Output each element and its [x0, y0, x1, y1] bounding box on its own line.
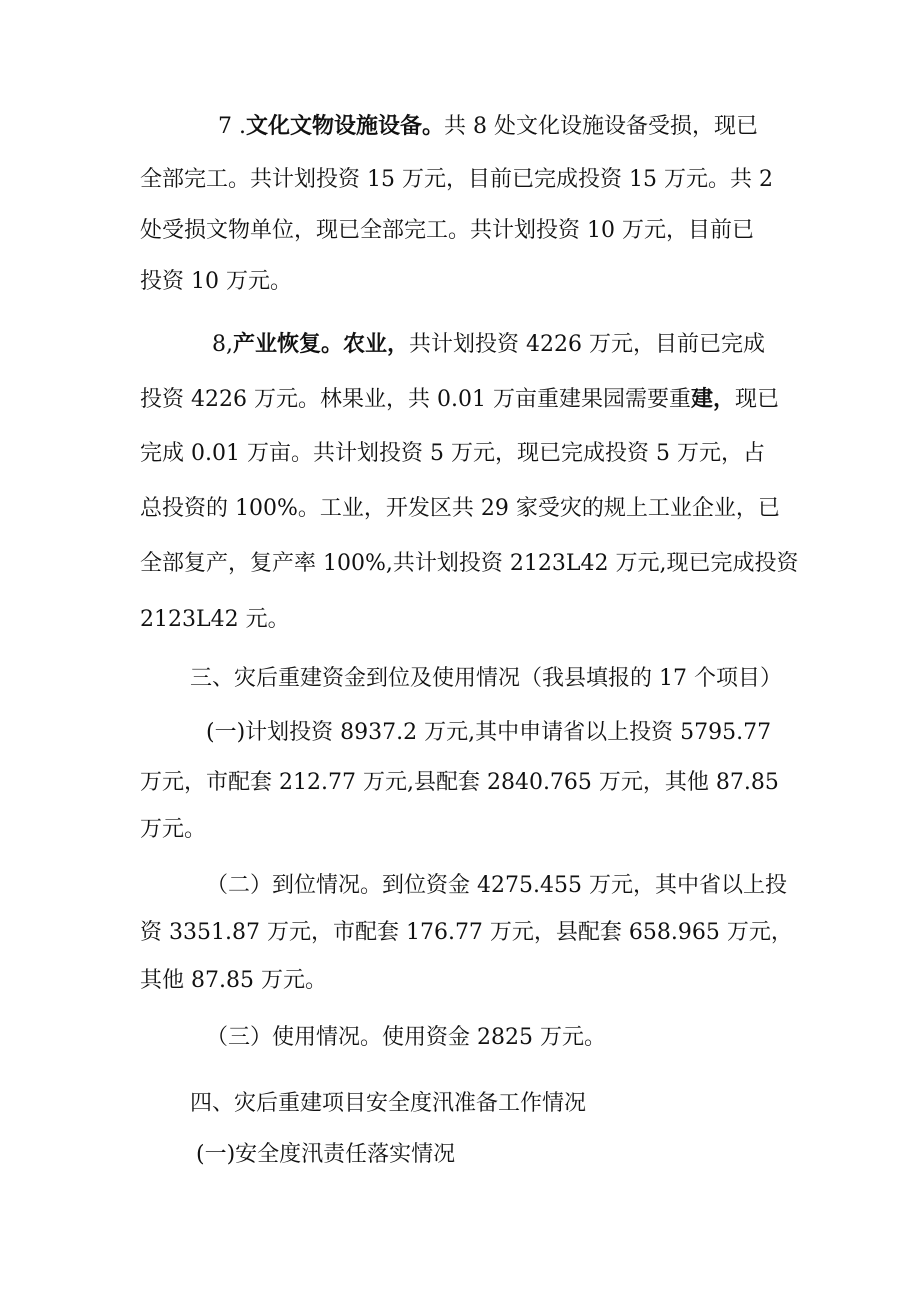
text-run: （二）到位情况。到位资金 4275.455 万元，其中省以上投	[206, 873, 787, 898]
text-run: 处受损文物单位，现已全部完工。共计划投资 10 万元，目前已	[140, 218, 754, 243]
paragraph-line	[140, 549, 798, 579]
text-run: 总投资的 100%。工业，开发区共 29 家受灾的规上工业企业，已	[140, 496, 780, 521]
text-run: 7 .	[218, 114, 246, 139]
text-run-bold: 文化文物设施设备。	[245, 113, 444, 139]
text-run: (一)计划投资 8937.2 万元,其中申请省以上投资 5795.77	[206, 720, 772, 745]
text-run: 投资 4226 万元。林果业，共 0.01 万亩重建果园需要重	[140, 387, 691, 412]
text-run: 共计划投资 4226 万元，目前已完成	[409, 332, 765, 357]
paragraph-line	[206, 718, 771, 748]
text-run: 其他 87.85 万元。	[140, 968, 327, 993]
paragraph-line	[140, 815, 206, 845]
paragraph-line	[140, 384, 779, 415]
paragraph-line	[206, 1023, 606, 1053]
paragraph-line	[140, 165, 790, 195]
text-run: （三）使用情况。使用资金 2825 万元。	[206, 1025, 606, 1050]
text-run: 共 8 处文化设施设备受损，现已	[444, 114, 758, 139]
text-run-bold: 产业恢复。农业，	[233, 331, 410, 357]
text-run: 现已	[734, 387, 779, 412]
subsection-heading	[196, 1140, 455, 1170]
text-run: (一)安全度汛责任落实情况	[196, 1142, 456, 1167]
paragraph-line	[140, 605, 290, 635]
paragraph-line	[206, 871, 787, 901]
text-run: 全部完工。共计划投资 15 万元，目前已完成投资 15 万元。共 2	[140, 167, 773, 192]
text-run: 三、灾后重建资金到位及使用情况（我县填报的 17 个项目）	[190, 666, 782, 691]
paragraph-line	[140, 768, 779, 798]
paragraph-line	[140, 918, 793, 948]
text-run: 完成 0.01 万亩。共计划投资 5 万元，现已完成投资 5 万元，占	[140, 441, 765, 466]
text-run: 8,	[212, 332, 233, 357]
text-run: 全部复产，复产率 100%,共计划投资 2123L42 万元,现已完成投资	[140, 551, 799, 576]
text-run: 四、灾后重建项目安全度汛准备工作情况	[190, 1091, 587, 1116]
section-heading	[190, 664, 782, 694]
paragraph-line	[140, 439, 765, 469]
text-run: 投资 10 万元。	[140, 269, 292, 294]
section-heading	[190, 1089, 586, 1119]
paragraph-line	[140, 267, 292, 297]
text-run: 2123L42 元。	[140, 607, 290, 632]
paragraph-line	[140, 966, 327, 996]
text-run: 资 3351.87 万元，市配套 176.77 万元，县配套 658.965 万元，	[140, 920, 793, 945]
paragraph-line	[218, 111, 788, 142]
paragraph-line	[140, 216, 790, 246]
paragraph-line	[212, 329, 765, 360]
paragraph-line	[140, 494, 780, 524]
text-run: 万元。	[140, 817, 207, 842]
text-run-bold: 建，	[690, 386, 735, 412]
text-run: 万元，市配套 212.77 万元,县配套 2840.765 万元，其他 87.85	[140, 770, 779, 795]
